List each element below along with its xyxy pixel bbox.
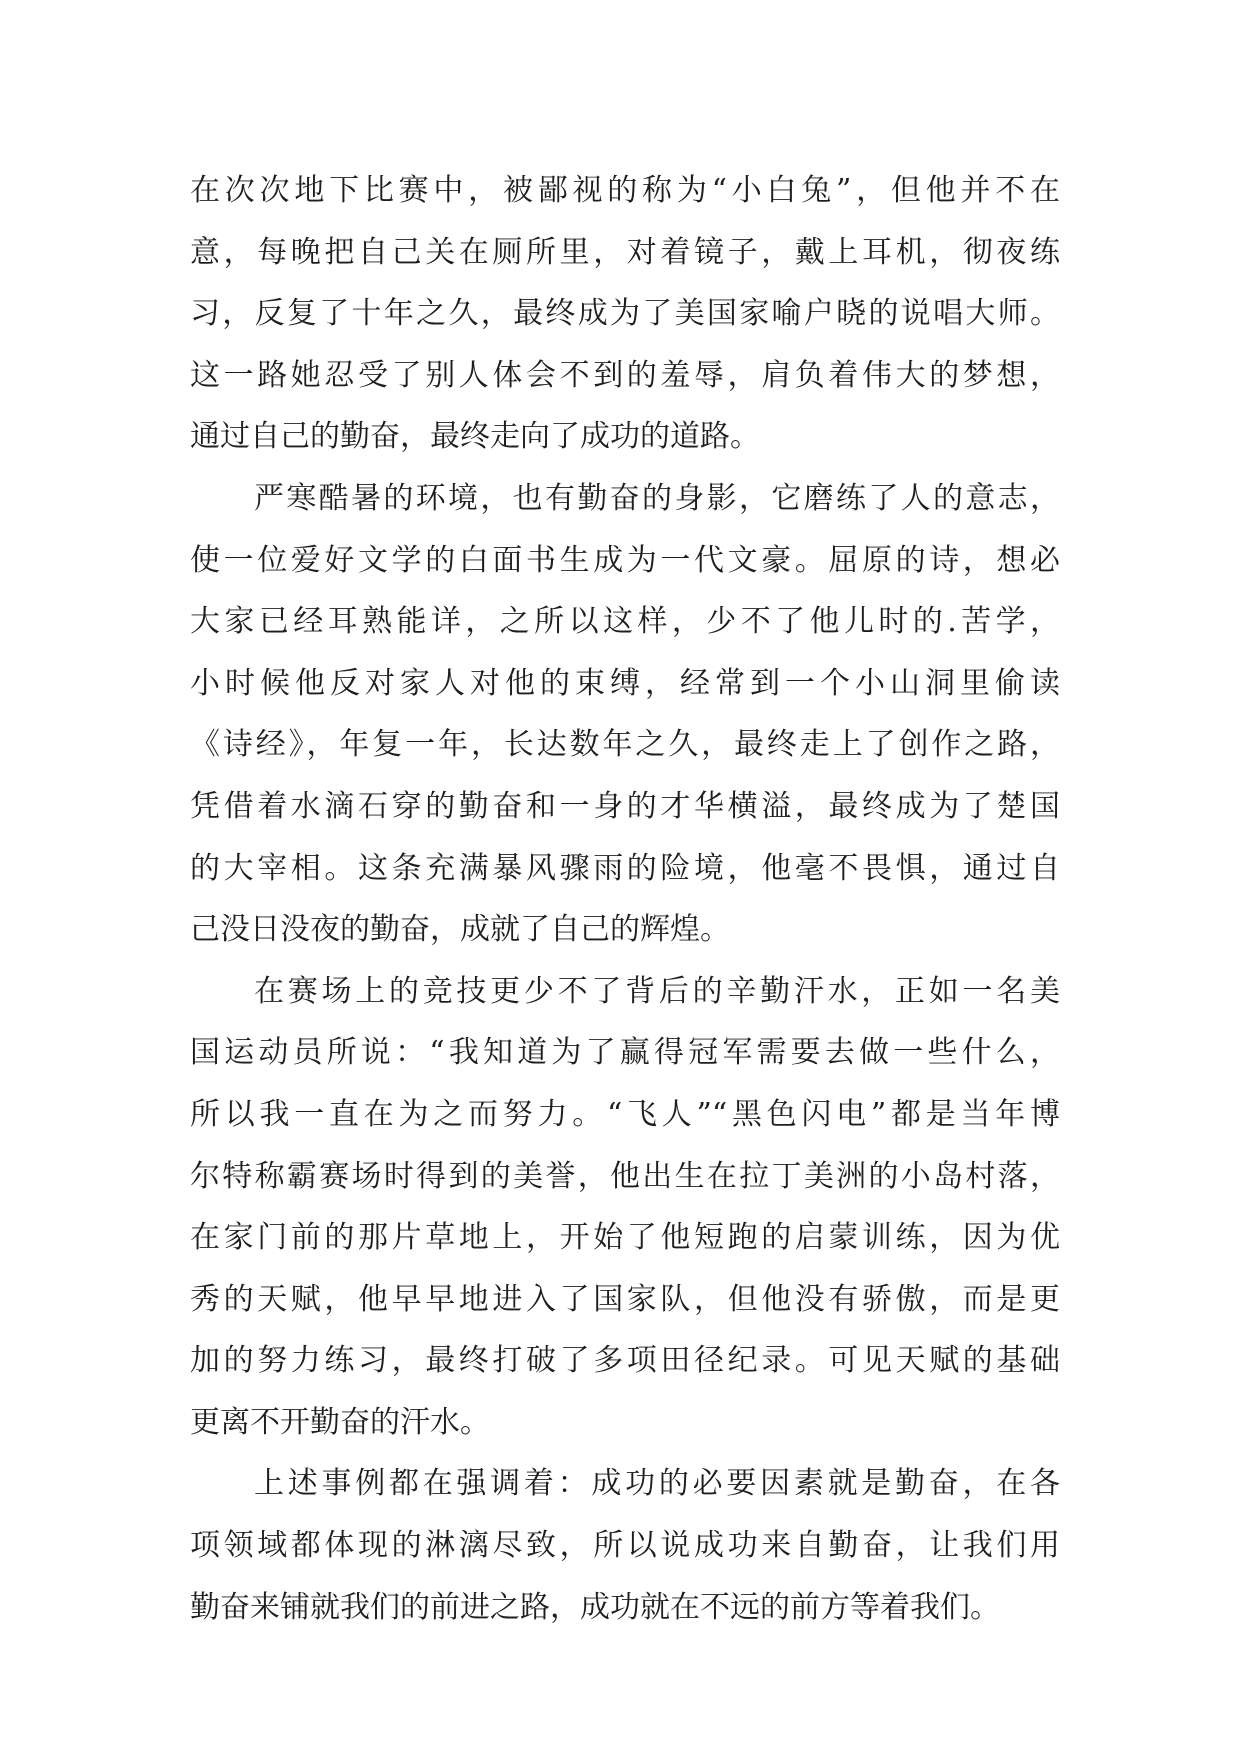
text-line: 通过自己的勤奋，最终走向了成功的道路。 — [190, 419, 760, 455]
text-line: 国运动员所说：“我知道为了赢得冠军需要去做一些什么， — [190, 1035, 1060, 1071]
paragraph-1 — [190, 160, 1060, 468]
text-line: 勤奋来铺就我们的前进之路，成功就在不远的前方等着我们。 — [190, 1589, 1000, 1625]
text-line: 在家门前的那片草地上，开始了他短跑的启蒙训练，因为优 — [190, 1220, 1060, 1256]
text-line: 在赛场上的竞技更少不了背后的辛勤汗水，正如一名美 — [254, 973, 1060, 1009]
text-line: 《诗经》，年复一年，长达数年之久，最终走上了创作之路， — [190, 727, 1060, 763]
text-line: 这一路她忍受了别人体会不到的羞辱，肩负着伟大的梦想， — [190, 357, 1060, 393]
text-line: 小时候他反对家人对他的束缚，经常到一个小山洞里偷读 — [190, 665, 1060, 701]
text-line: 使一位爱好文学的白面书生成为一代文豪。屈原的诗，想必 — [190, 542, 1060, 578]
text-line: 凭借着水滴石穿的勤奋和一身的才华横溢，最终成为了楚国 — [190, 788, 1060, 824]
text-line: 加的努力练习，最终打破了多项田径纪录。可见天赋的基础 — [190, 1343, 1060, 1379]
text-line: 习，反复了十年之久，最终成为了美国家喻户晓的说唱大师。 — [190, 296, 1060, 332]
text-line: 大家已经耳熟能详，之所以这样，少不了他儿时的.苦学， — [190, 604, 1060, 640]
text-line: 更离不开勤奋的汗水。 — [190, 1404, 490, 1440]
text-line: 意，每晚把自己关在厕所里，对着镜子，戴上耳机，彻夜练 — [190, 234, 1060, 270]
text-line: 所以我一直在为之而努力。“飞人”“黑色闪电”都是当年博 — [190, 1096, 1060, 1132]
paragraph-3 — [190, 961, 1060, 1454]
text-line: 项领域都体现的淋漓尽致，所以说成功来自勤奋，让我们用 — [190, 1528, 1060, 1564]
text-line: 己没日没夜的勤奋，成就了自己的辉煌。 — [190, 912, 730, 948]
text-line: 严寒酷暑的环境，也有勤奋的身影，它磨练了人的意志， — [254, 480, 1060, 516]
text-line: 的大宰相。这条充满暴风骤雨的险境，他毫不畏惧，通过自 — [190, 850, 1060, 886]
text-line: 在次次地下比赛中，被鄙视的称为“小白兔”，但他并不在 — [190, 173, 1060, 208]
paragraph-4 — [190, 1453, 1060, 1638]
body-text — [190, 160, 1060, 1638]
paragraph-2 — [190, 468, 1060, 961]
text-line: 尔特称霸赛场时得到的美誉，他出生在拉丁美洲的小岛村落， — [190, 1158, 1060, 1194]
text-line: 秀的天赋，他早早地进入了国家队，但他没有骄傲，而是更 — [190, 1281, 1060, 1317]
text-line: 上述事例都在强调着：成功的必要因素就是勤奋，在各 — [254, 1466, 1060, 1502]
